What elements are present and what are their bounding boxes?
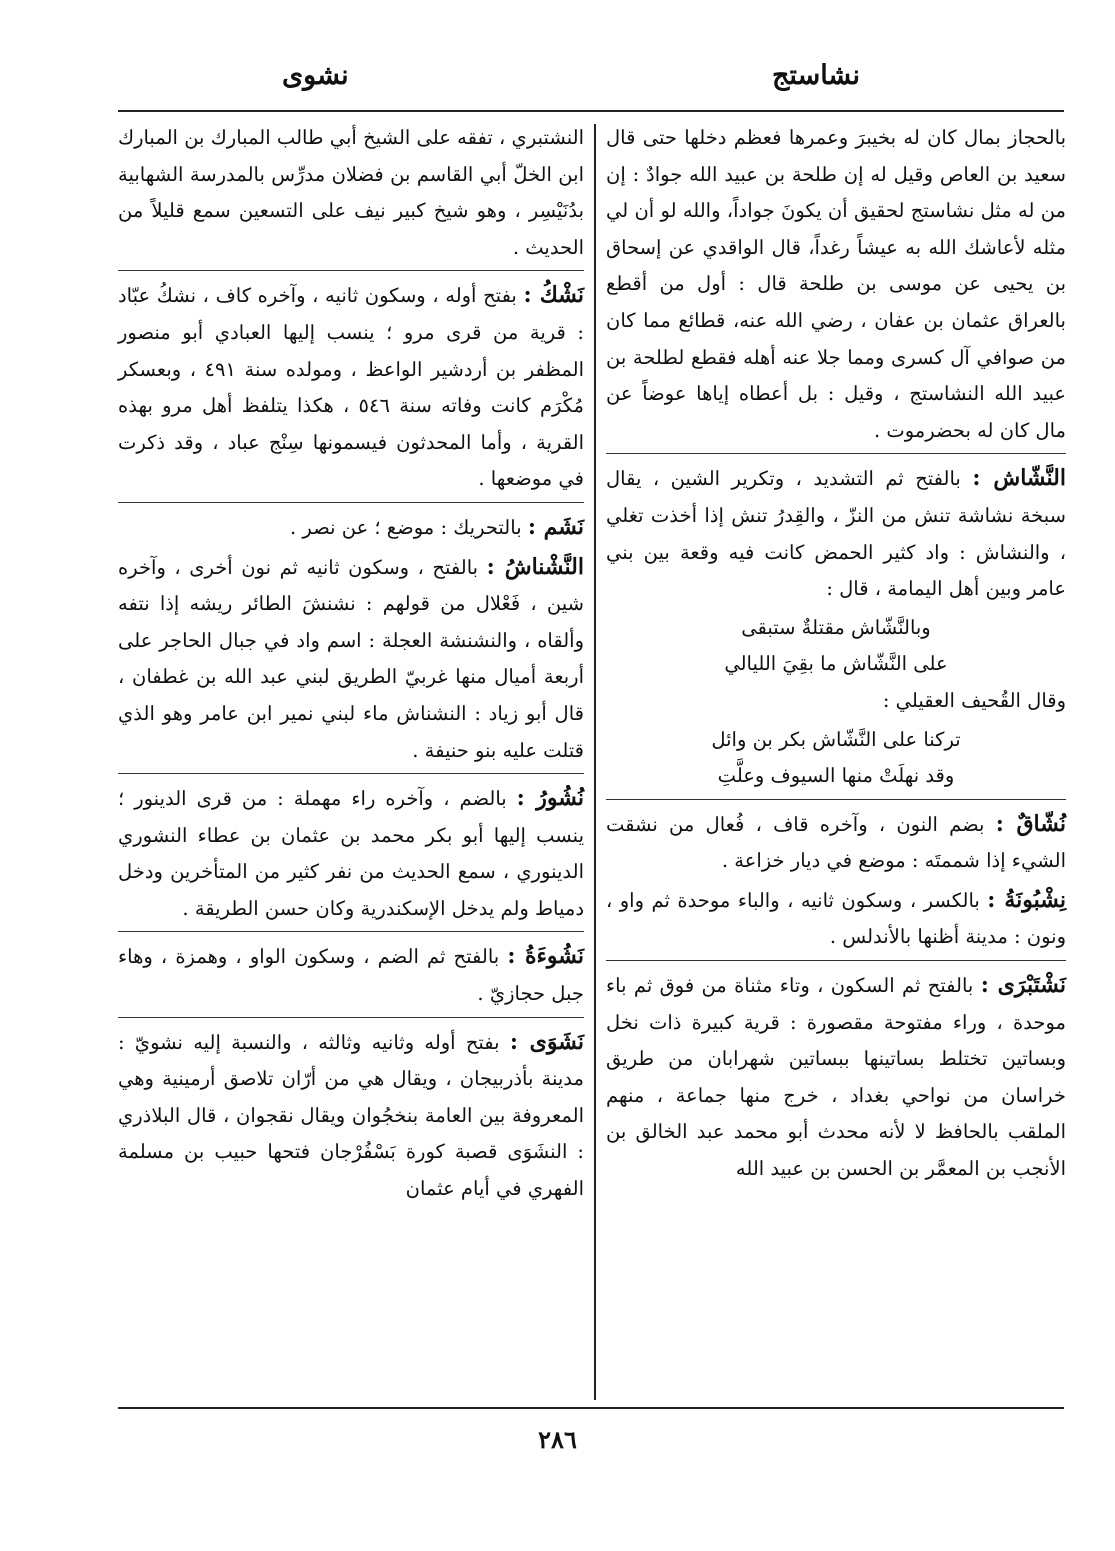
entry-nushshaq (606, 799, 1066, 880)
right-column-continuation: بالحجاز بمال كان له بخيبرَ وعمرها فعظم دخلها حتى قال سعيد بن العاص وقيل له إن طلحة بن عبيد الله جوادٌ : إن من له مثل نشاستج لحقيق أن يكونَ جواداً، والله لو أن لي مثله لأعاشك الله به عيشاً رغداً، قال الواقدي عن إسحاق بن يحيى عن موسى بن طلحة قال : أول من أقطع بالعراق عثمان بن عفان ، رضي الله عنه، قطائع مما كان من صوافي آل كسرى ومما جلا عنه أهله فقطع لطلحة بن عبيد الله النشاستج ، وقيل : بل أعطاه إياها عوضاً عن مال كان له بحضرموت . (606, 126, 1066, 442)
headword: نِشْبُونَةُ : (987, 886, 1066, 913)
entry-nashawa (118, 1017, 584, 1208)
running-head-left: نشوى (282, 60, 349, 91)
headword: نَشُوءَةُ : (507, 943, 584, 970)
entry-text: بفتح أوله وثانيه وثالثه ، والنسبة إليه نشويّ : مدينة بأذربيجان ، ويقال هي من أرّان تلاصق أرمينية وهي المعروفة بين العامة بنخجُوان ويقال نقجوان ، قال البلاذري : النشَوَى قصبة كورة بَسْفُرْجان فتحها حبيب بن مسلمة الفهري في أيام عثمان (118, 1030, 584, 1201)
left-column-continuation: النشتبري ، تفقه على الشيخ أبي طالب المبارك بن المبارك ابن الخلّ أبي القاسم بن فضلان مدرِّس بالمدرسة الشهابية بدُنَيْسِر ، وهو شيخ كبير نيف على التسعين سمع قليلاً من الحديث . (118, 126, 584, 259)
verse (606, 610, 1066, 683)
page-number: ٢٨٦ (538, 1425, 577, 1454)
headword: نَشْتَبْرَى : (980, 972, 1066, 999)
headword: نُشّاقٌ : (995, 810, 1066, 837)
entry-text: بفتح أوله ، وسكون ثانيه ، وآخره كاف ، نشكُ عبّاد : قرية من قرى مرو ؛ ينسب إليها العبادي أبو منصور المظفر بن أردشير الواعظ ، ومولده سنة ٤٩١ ، وبعسكر مُكْرَم كانت وفاته سنة ٥٤٦ ، هكذا يتلفظ أهل مرو بهذه القرية ، وأما المحدثون فيسمونها سِنْج عباد ، وقد ذكرت في موضعها . (118, 284, 584, 491)
entry-text: بالفتح ثم التشديد ، وتكرير الشين ، يقال سبخة نشاشة تنش من النزّ ، والقِدرُ تنش إذا أخذت تغلي ، والنشاش : واد كثير الحمض كانت فيه وقعة بين بني عامر وبين أهل اليمامة ، قال : (606, 467, 1066, 601)
right-column (606, 120, 1066, 1190)
entry-text: بالفتح ثم السكون ، وتاء مثناة من فوق ثم باء موحدة ، وراء مفتوحة مقصورة : قرية كبيرة ذات نخل وبساتين تختلط بساتينها ببساتين شهرابان من طريق خراسان من نواحي بغداد ، خرج منها جماعة ، منهم الملقب بالحافظ لا لأنه محدث أبو محمد عبد الخالق بن الأنجب بن المعمَّر بن الحسن بن عبيد الله (606, 974, 1066, 1181)
entry-nishbuna (606, 882, 1066, 956)
header-rule (118, 110, 1064, 112)
headword: نُشُورُ : (516, 785, 584, 812)
verse-line: تركنا على النَّشّاش بكر بن وائل (711, 727, 961, 751)
footer-rule (118, 1407, 1064, 1409)
entry-text: بالضم ، وآخره راء مهملة : من قرى الدينور ؛ ينسب إليها أبو بكر محمد بن عثمان بن عطاء النشوري الدينوري ، سمع الحديث من نفر كثير من المتأخرين ودخل دمياط ولم يدخل الإسكندرية وكان حسن الطريقة . (118, 787, 584, 920)
entry-text: بالفتح ثم الضم ، وسكون الواو ، وهمزة ، وهاء جبل حجازيّ . (118, 945, 584, 1006)
verse-line: على النَّشّاش ما بقِيَ الليالي (724, 652, 948, 676)
entry-text: وقال القُحيف العقيلي : (882, 688, 1066, 712)
entry-text: بالكسر ، وسكون ثانيه ، والباء موحدة ثم واو ، ونون : مدينة أظنها بالأندلس . (606, 888, 1066, 949)
column-divider (594, 124, 596, 1400)
entry-al-nashnash (118, 549, 584, 770)
entry-nashtabra (606, 960, 1066, 1188)
entry-nasham (118, 502, 584, 547)
entry-nashua (118, 931, 584, 1012)
verse-line: وقد نهلَتْ منها السيوف وعلَّتِ (717, 764, 955, 788)
entry-text: بالتحريك : موضع ؛ عن نصر . (290, 515, 528, 539)
headword: النَّشْناشُ : (486, 553, 584, 580)
headword: نَشَوَى : (509, 1028, 584, 1055)
headword: نَشَم : (527, 513, 584, 540)
headword: النَّشّاش : (972, 465, 1066, 492)
verse (606, 722, 1066, 795)
entry-text: بضم النون ، وآخره قاف ، فُعال من نشقت الشيء إذا شممتَه : موضع في ديار خزاعة . (606, 812, 1066, 873)
entry-nushur (118, 773, 584, 927)
running-head-right: نشاستج (772, 60, 861, 91)
verse-line: وبالنَّشّاش مقتلةٌ ستبقى (741, 615, 931, 639)
entry-nashk (118, 270, 584, 498)
entry-text: بالفتح ، وسكون ثانيه ثم نون أخرى ، وآخره شين ، فَعْلال من قولهم : نشنشَ الطائر ريشه إذا نتفه وألقاه ، والنشنشة العجلة : اسم واد في جبال الحاجر على أربعة أميال منها غربيّ الطريق لبني عبد الله بن غطفان ، قال أبو زياد : النشناش ماء لبني نمير ابن عامر وهو الذي قتلت عليه بنو حنيفة . (118, 555, 584, 762)
headword: نَشْكُ : (523, 282, 584, 309)
entry-al-nashshash (606, 453, 1066, 607)
verse-attribution (606, 683, 1066, 720)
left-column (118, 120, 584, 1210)
